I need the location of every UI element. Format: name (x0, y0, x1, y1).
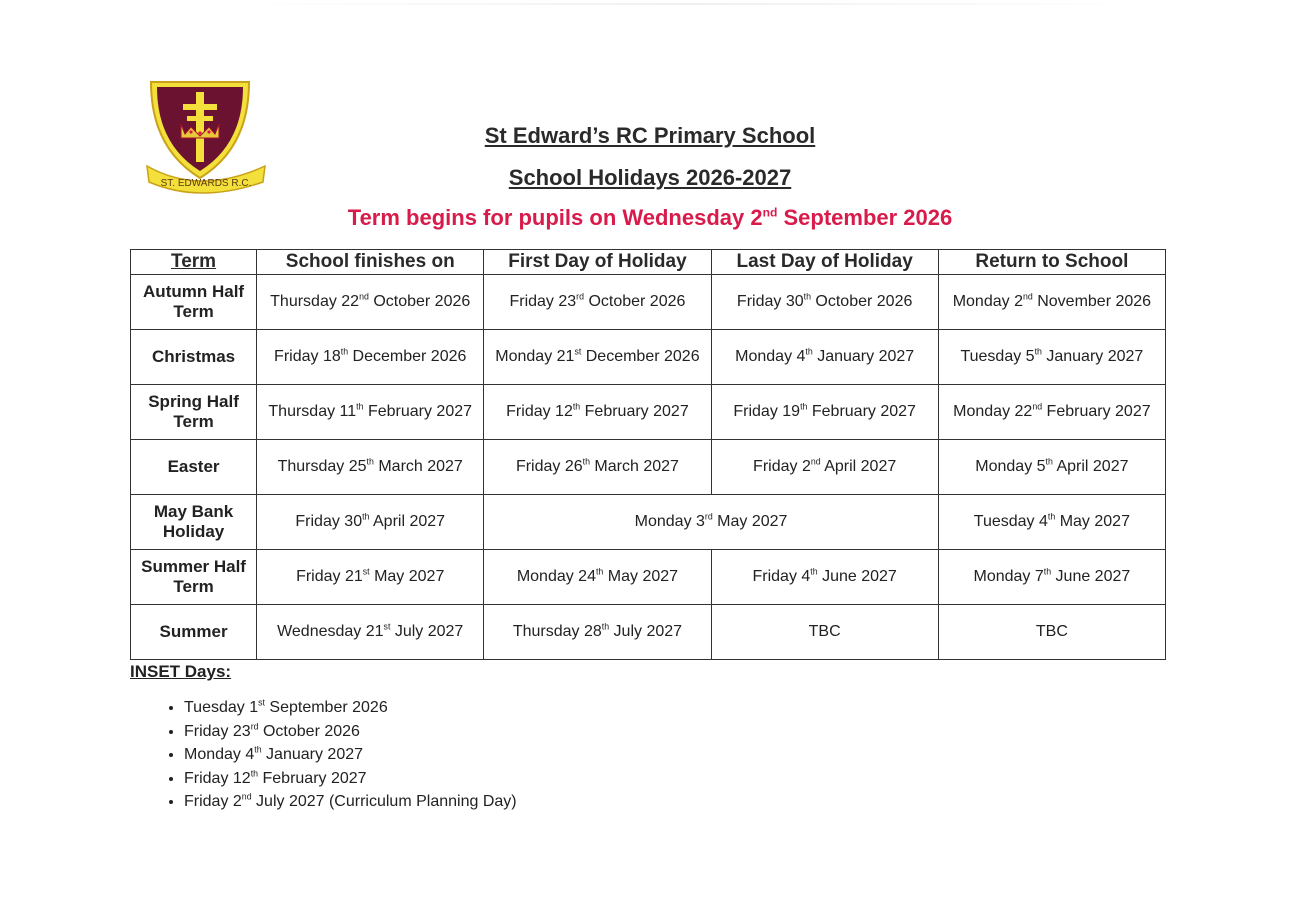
term-name-cell: Christmas (131, 330, 257, 385)
finishes-cell: Friday 18th December 2026 (257, 330, 484, 385)
column-header-last-day: Last Day of Holiday (711, 250, 938, 275)
last-day-cell: Friday 2nd April 2027 (711, 440, 938, 495)
term-name-cell: May Bank Holiday (131, 495, 257, 550)
term-name-cell: Autumn Half Term (131, 275, 257, 330)
term-begins-notice: Term begins for pupils on Wednesday 2nd September 2026 (347, 205, 953, 230)
first-day-cell: Monday 24th May 2027 (484, 550, 711, 605)
last-day-cell: Friday 4th June 2027 (711, 550, 938, 605)
table-row (131, 495, 1166, 550)
inset-days-title: INSET Days: (130, 662, 232, 681)
column-header-finishes: School finishes on (257, 250, 484, 275)
table-row (131, 275, 1166, 330)
school-name: St Edward’s RC Primary School (484, 123, 816, 148)
first-day-cell: Thursday 28th July 2027 (484, 605, 711, 660)
finishes-cell: Friday 21st May 2027 (257, 550, 484, 605)
list-item: • Friday 12th February 2027 (184, 767, 517, 791)
table-row (131, 440, 1166, 495)
list-item: • Friday 23rd October 2026 (184, 720, 517, 744)
table-row (131, 550, 1166, 605)
column-header-term: Term (131, 250, 257, 275)
holidays-table (130, 249, 1166, 660)
finishes-cell: Friday 30th April 2027 (257, 495, 484, 550)
holidays-title: School Holidays 2026-2027 (508, 165, 792, 190)
column-header-first-day: First Day of Holiday (484, 250, 711, 275)
first-day-cell: Friday 12th February 2027 (484, 385, 711, 440)
table-row (131, 330, 1166, 385)
finishes-cell: Wednesday 21st July 2027 (257, 605, 484, 660)
finishes-cell: Thursday 22nd October 2026 (257, 275, 484, 330)
last-day-cell: TBC (711, 605, 938, 660)
list-item: • Friday 2nd July 2027 (Curriculum Planning Day) (184, 790, 517, 814)
last-day-cell: Friday 19th February 2027 (711, 385, 938, 440)
finishes-cell: Thursday 25th March 2027 (257, 440, 484, 495)
first-day-cell: Friday 26th March 2027 (484, 440, 711, 495)
return-cell: Tuesday 5th January 2027 (938, 330, 1165, 385)
term-name-cell: Spring Half Term (131, 385, 257, 440)
return-cell: TBC (938, 605, 1165, 660)
column-header-return: Return to School (938, 250, 1165, 275)
scan-edge-shadow (230, 3, 1150, 5)
crest-banner-text: ST. EDWARDS R.C. (160, 178, 252, 189)
return-cell: Monday 5th April 2027 (938, 440, 1165, 495)
list-item: • Monday 4th January 2027 (184, 743, 517, 767)
return-cell: Monday 22nd February 2027 (938, 385, 1165, 440)
list-item: • Tuesday 1st September 2026 (184, 696, 517, 720)
return-cell: Tuesday 4th May 2027 (938, 495, 1165, 550)
merged-holiday-cell: Monday 3rd May 2027 (484, 495, 938, 550)
holidays-title-container (0, 165, 1300, 191)
term-begins-container (0, 205, 1300, 231)
inset-days-section (130, 662, 517, 814)
table-row (131, 385, 1166, 440)
last-day-cell: Monday 4th January 2027 (711, 330, 938, 385)
term-name-cell: Summer (131, 605, 257, 660)
first-day-cell: Monday 21st December 2026 (484, 330, 711, 385)
table-row (131, 605, 1166, 660)
inset-days-list (130, 696, 517, 814)
term-name-cell: Easter (131, 440, 257, 495)
table-header-row (131, 250, 1166, 275)
term-name-cell: Summer Half Term (131, 550, 257, 605)
return-cell: Monday 2nd November 2026 (938, 275, 1165, 330)
finishes-cell: Thursday 11th February 2027 (257, 385, 484, 440)
first-day-cell: Friday 23rd October 2026 (484, 275, 711, 330)
school-name-container (0, 123, 1300, 149)
return-cell: Monday 7th June 2027 (938, 550, 1165, 605)
last-day-cell: Friday 30th October 2026 (711, 275, 938, 330)
